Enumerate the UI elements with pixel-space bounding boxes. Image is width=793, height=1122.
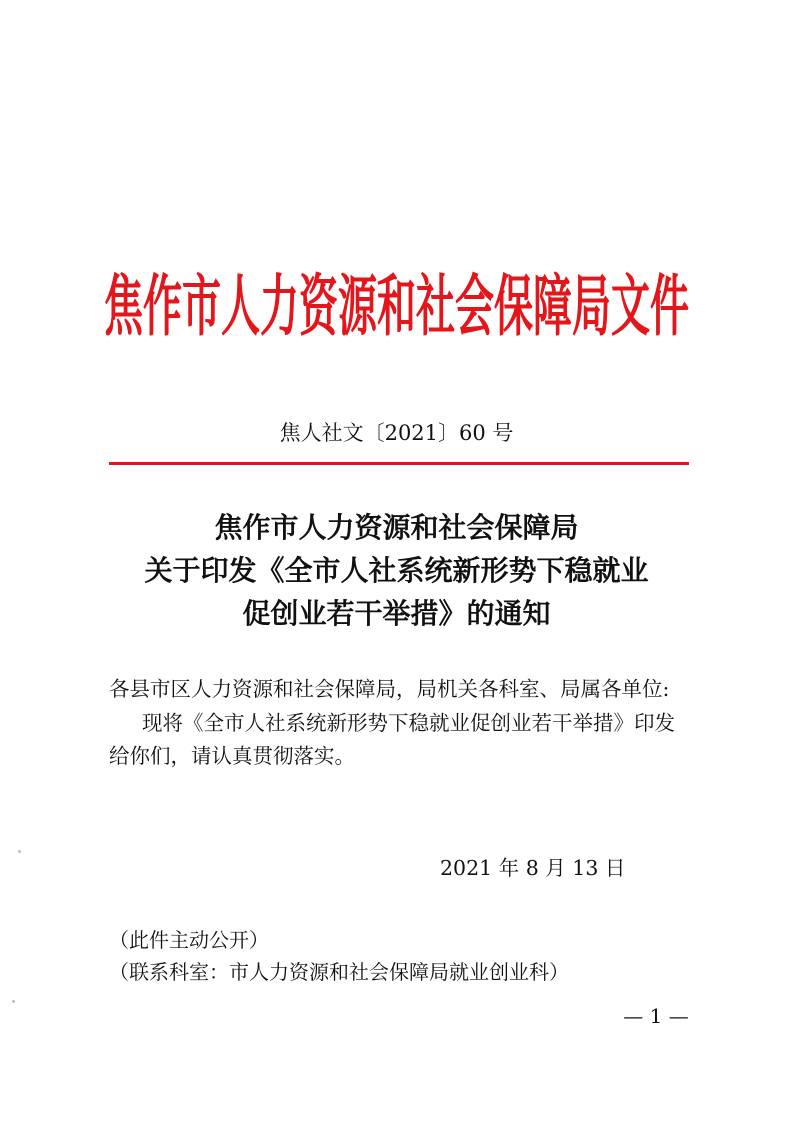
issue-date: 2021 年 8 月 13 日 xyxy=(440,856,626,880)
body-paragraph-line-1: 现将《全市人社系统新形势下稳就业促创业若干举措》印发 xyxy=(142,711,675,735)
notice-title xyxy=(0,506,793,635)
disclosure-note: （此件主动公开） xyxy=(109,928,269,952)
notice-title-line-3: 促创业若干举措》的通知 xyxy=(242,597,551,630)
scan-speck xyxy=(18,850,21,853)
addressee-line: 各县市区人力资源和社会保障局，局机关各科室、局属各单位: xyxy=(109,677,670,701)
page-number: — 1 — xyxy=(623,1004,689,1028)
scan-speck xyxy=(12,1000,15,1003)
notice-title-line-1: 焦作市人力资源和社会保障局 xyxy=(214,511,579,544)
body-paragraph-line-2: 给你们，请认真贯彻落实。 xyxy=(109,744,355,768)
red-separator-rule xyxy=(109,462,689,465)
document-header-title: 焦作市人力资源和社会保障局文件 xyxy=(103,267,689,347)
contact-note: （联系科室：市人力资源和社会保障局就业创业科） xyxy=(109,960,569,984)
notice-title-line-2: 关于印发《全市人社系统新形势下稳就业 xyxy=(144,554,649,587)
document-number: 焦人社文〔2021〕60 号 xyxy=(279,421,514,445)
